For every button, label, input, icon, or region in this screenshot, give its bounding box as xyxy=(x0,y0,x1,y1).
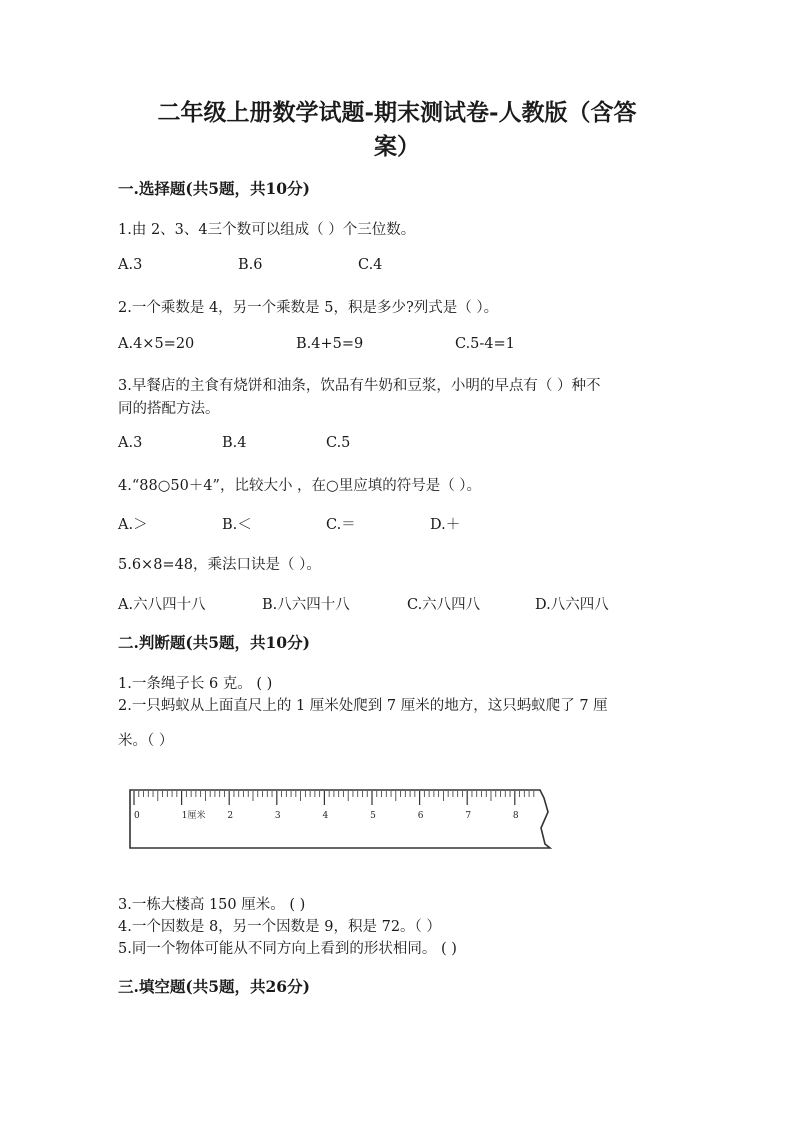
choice-1-option-b: B.6 xyxy=(238,257,263,273)
choice-5-option-a: A.六八四十八 xyxy=(118,597,206,613)
choice-4-option-c: C.＝ xyxy=(326,517,356,533)
title-line-1: 二年级上册数学试题-期末测试卷-人教版（含答 xyxy=(157,99,637,126)
title-line-2: 案） xyxy=(374,133,420,160)
ruler-label: 8 xyxy=(512,811,519,821)
choice-1-option-a: A.3 xyxy=(118,257,143,273)
choice-question-4: 4.“88○50＋4”，比较大小 ，在○里应填的符号是（ ）。 xyxy=(118,478,482,494)
judge-question-2-line-2: 米。（ ） xyxy=(118,733,174,749)
choice-3-option-a: A.3 xyxy=(118,435,143,451)
choice-question-3-line-1: 3.早餐店的主食有烧饼和油条，饮品有牛奶和豆浆，小明的早点有（ ）种不 xyxy=(118,378,601,394)
choice-question-5: 5.6×8=48，乘法口诀是（ ）。 xyxy=(118,557,321,573)
choice-1-option-c: C.4 xyxy=(358,257,383,273)
section-heading-fill: 三.填空题(共5题，共26分) xyxy=(118,977,310,996)
choice-question-1: 1.由 2、3、4三个数可以组成（ ）个三位数。 xyxy=(118,222,416,238)
choice-5-option-c: C.六八四八 xyxy=(407,597,481,613)
page-title xyxy=(100,96,694,164)
section-heading-choice: 一.选择题(共5题，共10分) xyxy=(118,179,310,198)
ruler-label: 2 xyxy=(227,811,234,821)
ruler-label: 7 xyxy=(465,811,472,821)
judge-question-3: 3.一栋大楼高 150 厘米。 ( ) xyxy=(118,897,306,913)
choice-question-3-line-2: 同的搭配方法。 xyxy=(118,401,220,417)
judge-question-4: 4.一个因数是 8，另一个因数是 9，积是 72。（ ） xyxy=(118,919,441,935)
ruler-label: 4 xyxy=(322,811,329,821)
choice-2-option-a: A.4×5=20 xyxy=(118,336,195,352)
ruler-label: 6 xyxy=(417,811,424,821)
choice-5-option-d: D.八六四八 xyxy=(535,597,609,613)
ruler-label: 5 xyxy=(370,811,376,821)
choice-3-option-b: B.4 xyxy=(222,435,247,451)
judge-question-2-line-1: 2.一只蚂蚁从上面直尺上的 1 厘米处爬到 7 厘米的地方，这只蚂蚁爬了 7 厘 xyxy=(118,698,608,714)
choice-2-option-c: C.5-4=1 xyxy=(455,336,515,352)
section-heading-judge: 二.判断题(共5题，共10分) xyxy=(118,633,310,652)
ruler-label: 3 xyxy=(274,811,281,821)
choice-question-2: 2.一个乘数是 4，另一个乘数是 5，积是多少?列式是（ ）。 xyxy=(118,300,499,316)
choice-3-option-c: C.5 xyxy=(326,435,351,451)
choice-4-option-a: A.＞ xyxy=(118,517,148,533)
choice-2-option-b: B.4+5=9 xyxy=(296,336,364,352)
judge-question-1: 1.一条绳子长 6 克。 ( ) xyxy=(118,676,273,692)
ruler-label: 0 xyxy=(134,811,140,821)
choice-4-option-b: B.＜ xyxy=(222,517,252,533)
judge-question-5: 5.同一个物体可能从不同方向上看到的形状相同。 ( ) xyxy=(118,941,457,957)
ruler-figure xyxy=(126,786,556,852)
choice-5-option-b: B.八六四十八 xyxy=(262,597,350,613)
ruler-label: 1厘米 xyxy=(181,811,206,821)
choice-4-option-d: D.＋ xyxy=(430,517,461,533)
